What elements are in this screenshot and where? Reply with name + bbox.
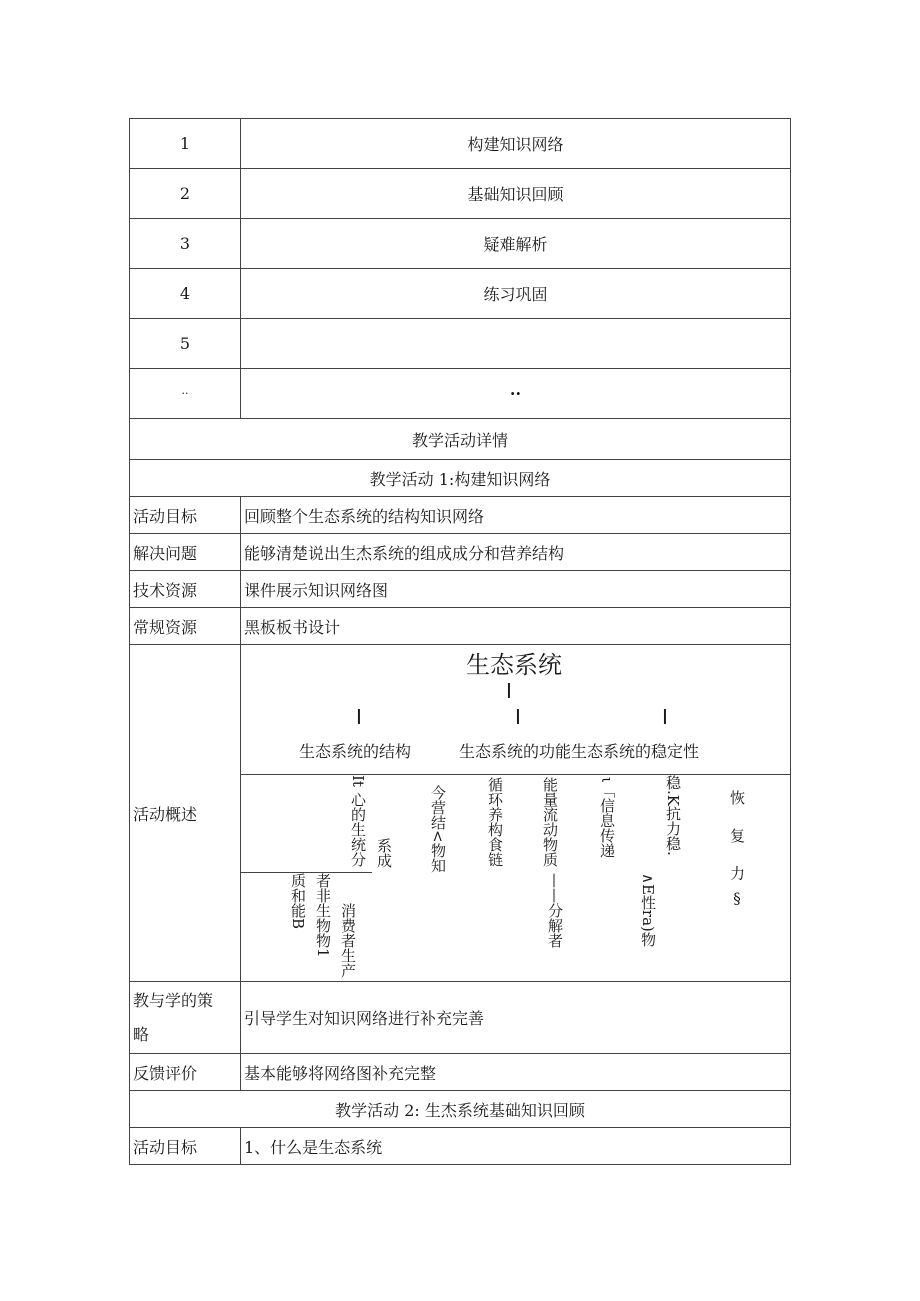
node-text: 稳.K抗力稳. xyxy=(664,775,682,856)
row-item: 疑难解析 xyxy=(241,219,791,269)
divider-line xyxy=(241,774,790,775)
overview-row xyxy=(130,119,791,169)
field-value: 1、什么是生态系统 xyxy=(241,1128,791,1165)
row-item xyxy=(241,319,791,369)
field-label: 技术资源 xyxy=(130,571,241,608)
node-text: 质和能B xyxy=(289,873,307,930)
field-value: 课件展示知识网络图 xyxy=(241,571,791,608)
node-text: ∧E性ra)物 xyxy=(639,873,657,947)
row-number: 4 xyxy=(130,269,241,319)
details-title: 教学活动详情 xyxy=(130,419,791,460)
tree-marker: I xyxy=(356,705,362,729)
overview-row xyxy=(130,269,791,319)
strategy-label: 教与学的策 略 xyxy=(130,982,241,1054)
row-item: ·· xyxy=(241,369,791,419)
overview-row xyxy=(130,319,791,369)
field-label: 常规资源 xyxy=(130,608,241,645)
node-text: ——分解者 xyxy=(546,873,564,948)
row-item: 练习巩固 xyxy=(241,269,791,319)
strategy-value: 引导学生对知识网络进行补充完善 xyxy=(241,982,791,1054)
field-label: 活动目标 xyxy=(130,497,241,534)
node-text: 消费者生产 xyxy=(339,903,357,978)
node-text: 系成 xyxy=(375,838,393,868)
row-item: 构建知识网络 xyxy=(241,119,791,169)
diagram-title: 生态系统 xyxy=(466,651,562,679)
feedback-value: 基本能够将网络图补充完整 xyxy=(241,1054,791,1091)
node-text: 能量流动物质 xyxy=(541,777,559,867)
overview-row xyxy=(130,169,791,219)
tree-marker: I xyxy=(662,705,668,729)
overview-row xyxy=(130,219,791,269)
node-text: 者非生物物1 xyxy=(314,873,332,958)
node-text: 循环养构食链 xyxy=(486,777,504,867)
row-number: 5 xyxy=(130,319,241,369)
row-number: 1 xyxy=(130,119,241,169)
node-text: ι「信息传递 xyxy=(598,777,616,858)
branch-label: 生态系统的结构 xyxy=(299,742,412,761)
field-value: 黑板板书设计 xyxy=(241,608,791,645)
node-text: Ιt 心的生统分 xyxy=(349,775,367,867)
field-value: 能够清楚说出生杰系统的组成成分和营养结构 xyxy=(241,534,791,571)
row-number: ·· xyxy=(130,369,241,419)
activity1-title: 教学活动 1:构建知识网络 xyxy=(130,460,791,497)
tree-marker: I xyxy=(506,679,512,703)
knowledge-network-diagram xyxy=(241,645,790,980)
node-text: 恢 复 力§ xyxy=(728,790,746,917)
field-label: 活动目标 xyxy=(130,1128,241,1165)
tree-marker: I xyxy=(515,705,521,729)
branch-label: 生态系统的功能生态系统的稳定性 xyxy=(459,742,700,761)
field-label: 解决问题 xyxy=(130,534,241,571)
lesson-plan-table xyxy=(129,118,791,1165)
activity2-title: 教学活动 2: 生杰系统基础知识回顾 xyxy=(130,1091,791,1128)
field-value: 回顾整个生态系统的结构知识网络 xyxy=(241,497,791,534)
feedback-label: 反馈评价 xyxy=(130,1054,241,1091)
overview-label: 活动概述 xyxy=(130,645,241,982)
row-number: 2 xyxy=(130,169,241,219)
overview-row xyxy=(130,369,791,419)
node-text: 今营结<物知 xyxy=(429,785,447,873)
row-number: 3 xyxy=(130,219,241,269)
row-item: 基础知识回顾 xyxy=(241,169,791,219)
